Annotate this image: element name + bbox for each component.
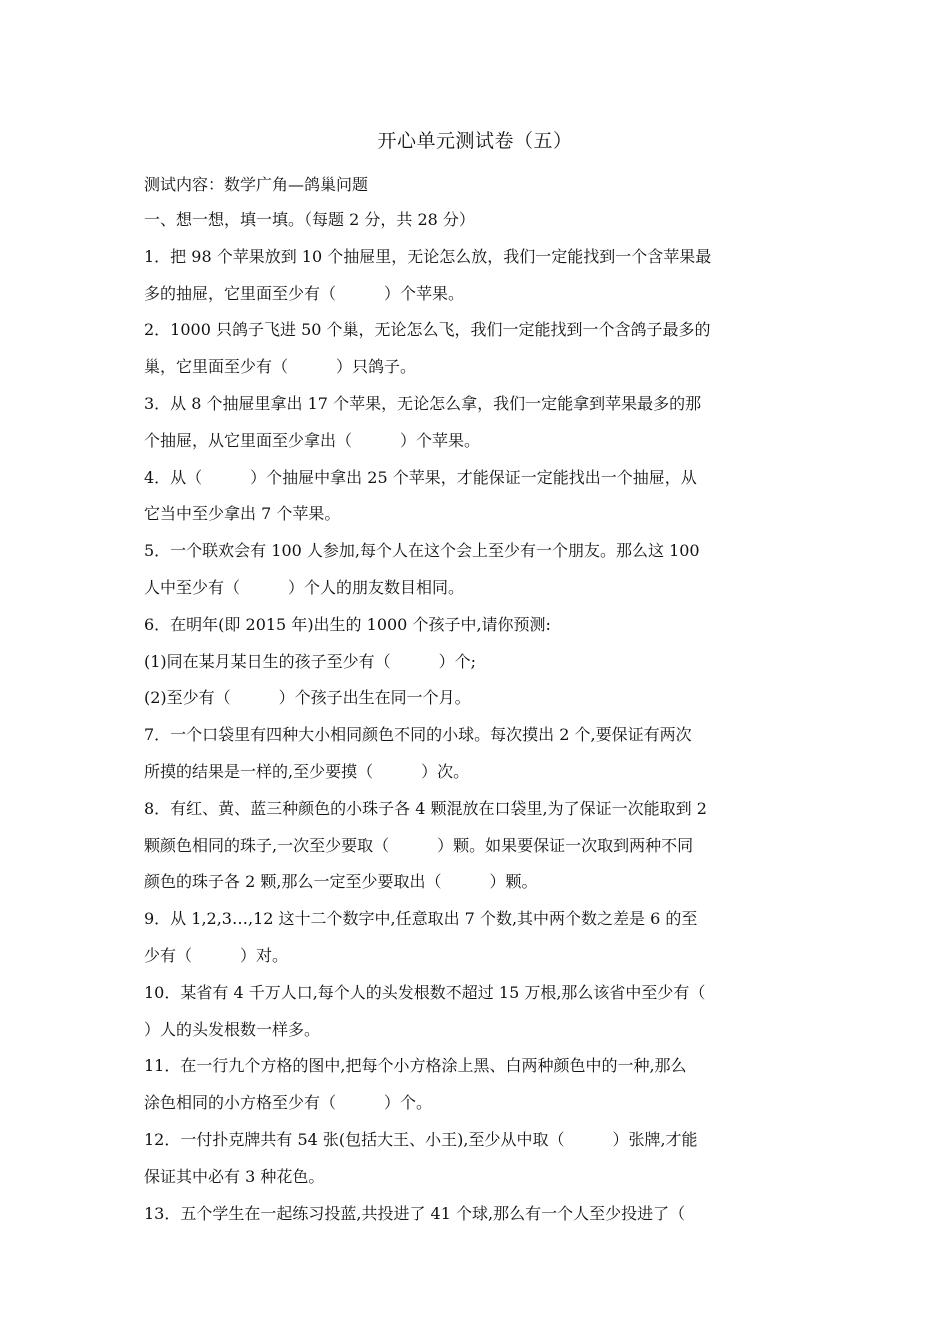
question-6-part-1: (1)同在某月某日生的孩子至少有（ ）个; [144, 651, 477, 671]
question-11-line-2: 涂色相同的小方格至少有（ ）个。 [144, 1093, 433, 1113]
question-8-line-1: 8．有红、黄、蓝三种颜色的小珠子各 4 颗混放在口袋里,为了保证一次能取到 2 [144, 798, 707, 818]
question-6-line-1: 6．在明年(即 2015 年)出生的 1000 个孩子中,请你预测: [144, 614, 551, 634]
question-5-line-1: 5．一个联欢会有 100 人参加,每个人在这个会上至少有一个朋友。那么这 100 [144, 541, 700, 561]
question-7-line-2: 所摸的结果是一样的,至少要摸（ ）次。 [144, 761, 470, 781]
question-2-line-1: 2．1000 只鸽子飞进 50 个巢，无论怎么飞，我们一定能找到一个含鸽子最多的 [144, 320, 711, 340]
question-8-line-3: 颜色的珠子各 2 颗,那么一定至少要取出（ ）颗。 [144, 872, 538, 892]
question-9-line-1: 9．从 1,2,3…,12 这十二个数字中,任意取出 7 个数,其中两个数之差是 6 的至 [144, 909, 698, 929]
question-10-line-1: 10．某省有 4 千万人口,每个人的头发根数不超过 15 万根,那么该省中至少有（ [144, 982, 706, 1002]
question-10-line-2: ）人的头发根数一样多。 [144, 1019, 321, 1039]
question-4-line-2: 它当中至少拿出 7 个苹果。 [144, 504, 341, 524]
page-title: 开心单元测试卷（五） [377, 130, 573, 152]
section-heading: 一、想一想，填一填。（每题 2 分，共 28 分） [144, 210, 475, 229]
question-12-line-1: 12．一付扑克牌共有 54 张(包括大王、小王),至少从中取（ ）张牌,才能 [144, 1129, 698, 1149]
question-12-line-2: 保证其中必有 3 种花色。 [144, 1166, 325, 1186]
document-body [144, 168, 808, 1232]
question-5-line-2: 人中至少有（ ）个人的朋友数目相同。 [144, 577, 465, 597]
question-3-line-2: 个抽屉，从它里面至少拿出（ ）个苹果。 [144, 430, 481, 450]
question-4-line-1: 4．从（ ）个抽屉中拿出 25 个苹果，才能保证一定能找出一个抽屉，从 [144, 467, 697, 487]
question-9-line-2: 少有（ ）对。 [144, 945, 289, 965]
question-1-line-2: 多的抽屉，它里面至少有（ ）个苹果。 [144, 283, 465, 303]
question-11-line-1: 11．在一行九个方格的图中,把每个小方格涂上黑、白两种颜色中的一种,那么 [144, 1056, 687, 1076]
question-13-line-1: 13．五个学生在一起练习投蓝,共投进了 41 个球,那么有一个人至少投进了（ [144, 1203, 686, 1223]
question-6-part-2: (2)至少有（ ）个孩子出生在同一个月。 [144, 688, 471, 708]
question-8-line-2: 颗颜色相同的珠子,一次至少要取（ ）颗。如果要保证一次取到两种不同 [144, 835, 694, 855]
question-3-line-1: 3．从 8 个抽屉里拿出 17 个苹果，无论怎么拿，我们一定能拿到苹果最多的那 [144, 393, 702, 413]
question-1-line-1: 1．把 98 个苹果放到 10 个抽屉里，无论怎么放，我们一定能找到一个含苹果最 [144, 246, 712, 266]
question-7-line-1: 7．一个口袋里有四种大小相同颜色不同的小球。每次摸出 2 个,要保证有两次 [144, 725, 692, 745]
test-content-line: 测试内容：数学广角—鸽巢问题 [144, 175, 369, 194]
question-2-line-2: 巢，它里面至少有（ ）只鸽子。 [144, 357, 417, 377]
